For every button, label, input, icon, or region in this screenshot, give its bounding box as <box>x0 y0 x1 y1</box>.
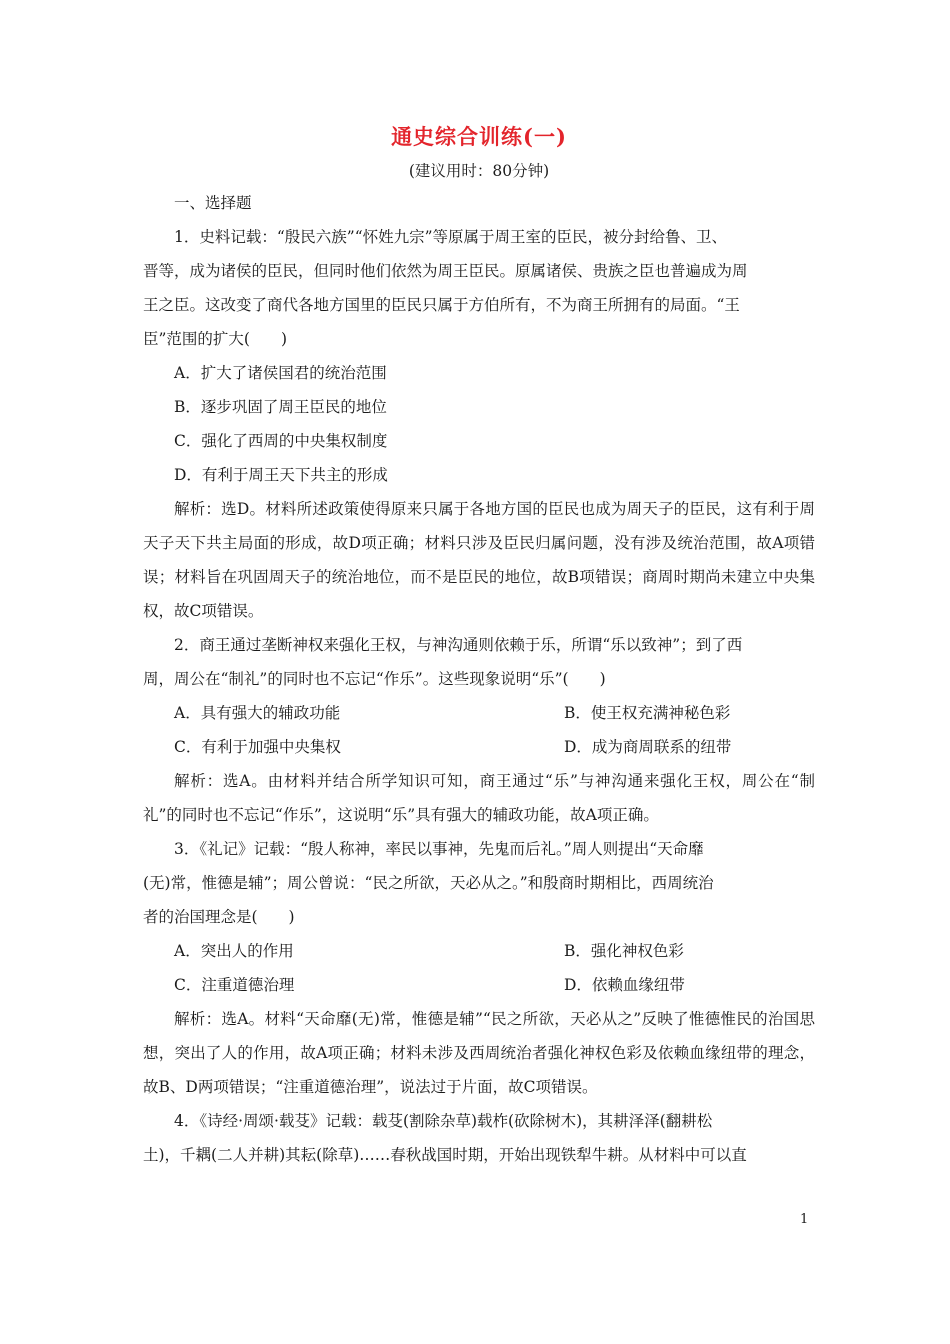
question-stem-line: 土)，千耦(二人并耕)其耘(除草)……春秋战国时期，开始出现铁犁牛耕。从材料中可以直 <box>143 1146 747 1164</box>
document-body <box>143 118 815 1172</box>
option-d: D．依赖血缘纽带 <box>564 976 685 994</box>
analysis-text: 解析：选D。材料所述政策使得原来只属于各地方国的臣民也成为周天子的臣民，这有利于周天子天下共主局面的形成，故D项正确；材料只涉及臣民归属问题，没有涉及统治范围，故A项错误；材料旨在巩固周天子的统治地位，而不是臣民的地位，故B项错误；商周时期尚未建立中央集权，故C项错误。 <box>143 500 815 620</box>
analysis-text: 解析：选A。材料“天命靡(无)常，惟德是辅”“民之所欲，天必从之”反映了惟德惟民的治国思想，突出了人的作用，故A项正确；材料未涉及西周统治者强化神权色彩及依赖血缘纽带的理念，故B、D两项错误；“注重道德治理”，说法过于片面，故C项错误。 <box>143 1010 815 1096</box>
option-d: D．成为商周联系的纽带 <box>564 738 732 756</box>
option-row <box>143 696 815 730</box>
question-stem-line: 周，周公在“制礼”的同时也不忘记“作乐”。这些现象说明“乐”( ) <box>143 670 606 688</box>
option-b: B．强化神权色彩 <box>564 942 684 960</box>
time-suggestion: (建议用时：80分钟) <box>408 162 550 180</box>
question-4 <box>143 1104 815 1172</box>
option-c: C．注重道德治理 <box>174 976 295 994</box>
question-stem-line: 者的治国理念是( ) <box>143 908 295 926</box>
question-stem-line: 1．史料记载：“殷民六族”“怀姓九宗”等原属于周王室的臣民，被分封给鲁、卫、 <box>174 228 728 246</box>
question-stem-line: 臣”范围的扩大( ) <box>143 330 288 348</box>
question-stem-line: 晋等，成为诸侯的臣民，但同时他们依然为周王臣民。原属诸侯、贵族之臣也普遍成为周 <box>143 262 748 280</box>
option-row <box>143 730 815 764</box>
question-stem-line: 3．《礼记》记载：“殷人称神，率民以事神，先鬼而后礼。”周人则提出“天命靡 <box>174 840 704 858</box>
question-1 <box>143 220 815 628</box>
question-2 <box>143 628 815 832</box>
question-stem-line: 4．《诗经·周颂·载芟》记载：载芟(割除杂草)载柞(砍除树木)，其耕泽泽(翻耕松 <box>174 1112 713 1130</box>
question-stem-line: 王之臣。这改变了商代各地方国里的臣民只属于方伯所有，不为商王所拥有的局面。“王 <box>143 296 740 314</box>
section-heading: 一、选择题 <box>174 194 252 212</box>
analysis-text: 解析：选A。由材料并结合所学知识可知，商王通过“乐”与神沟通来强化王权，周公在“制礼”的同时也不忘记“作乐”，这说明“乐”具有强大的辅政功能，故A项正确。 <box>143 772 815 824</box>
option-d: D．有利于周王天下共主的形成 <box>174 466 388 484</box>
option-c: C．强化了西周的中央集权制度 <box>174 432 388 450</box>
question-stem-line: (无)常，惟德是辅”；周公曾说：“民之所欲，天必从之。”和殷商时期相比，西周统治 <box>143 874 714 892</box>
option-a: A．具有强大的辅政功能 <box>174 704 341 722</box>
option-c: C．有利于加强中央集权 <box>174 738 341 756</box>
option-b: B．逐步巩固了周王臣民的地位 <box>174 398 387 416</box>
option-a: A．突出人的作用 <box>174 942 294 960</box>
option-row <box>143 968 815 1002</box>
page-number: 1 <box>800 1212 809 1227</box>
question-stem-line: 2．商王通过垄断神权来强化王权，与神沟通则依赖于乐，所谓“乐以致神”；到了西 <box>174 636 743 654</box>
question-3 <box>143 832 815 1104</box>
page-title: 通史综合训练(一) <box>391 124 567 149</box>
option-a: A．扩大了诸侯国君的统治范围 <box>174 364 387 382</box>
option-b: B．使王权充满神秘色彩 <box>564 704 731 722</box>
option-row <box>143 934 815 968</box>
